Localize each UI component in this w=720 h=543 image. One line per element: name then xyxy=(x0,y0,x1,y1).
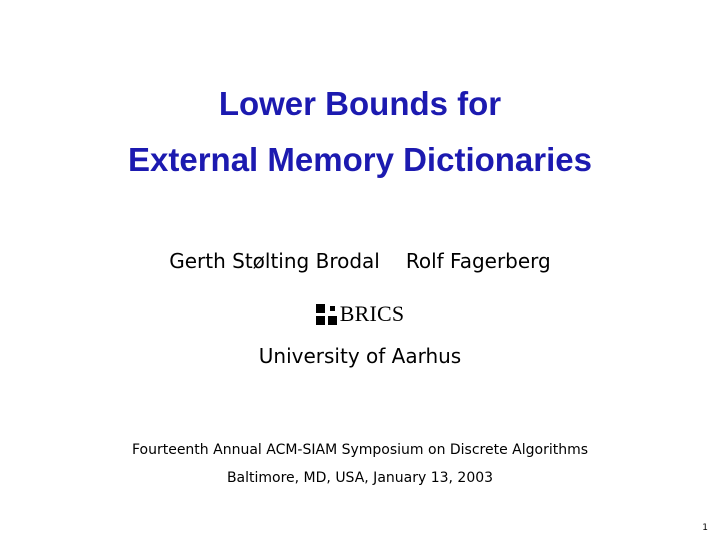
university: University of Aarhus xyxy=(258,344,462,368)
author-1: Gerth Stølting Brodal xyxy=(169,249,380,273)
conference-name: Fourteenth Annual ACM-SIAM Symposium on Discrete Algorithms xyxy=(131,442,589,458)
author-2: Rolf Fagerberg xyxy=(405,249,551,273)
slide-title-line-2: External Memory Dictionaries xyxy=(128,141,592,178)
brics-wrap xyxy=(316,300,405,328)
brics-affiliation xyxy=(0,300,720,332)
page-number: 1 xyxy=(702,523,708,533)
conference-location-date: Baltimore, MD, USA, January 13, 2003 xyxy=(226,470,494,486)
slide-title-line-1: Lower Bounds for xyxy=(218,85,502,122)
brics-logo-icon xyxy=(316,304,337,325)
brics-name: BRICS xyxy=(339,301,405,326)
authors xyxy=(0,247,720,275)
